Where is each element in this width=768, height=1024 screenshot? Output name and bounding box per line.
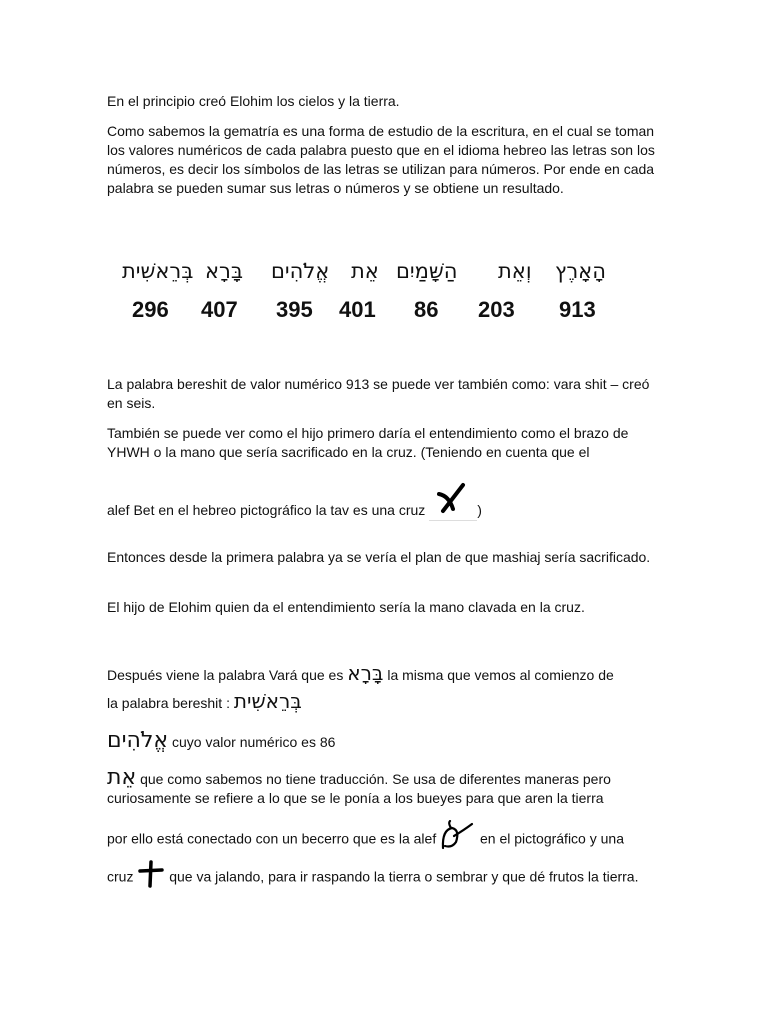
- et-text: que como sabemos no tiene traducción. Se usa de diferentes maneras pero curiosamente se refiere a lo que se le ponía a los bueyes para que aren la tierra: [107, 771, 611, 806]
- vara-text-1: Después viene la palabra Vará que es: [107, 667, 344, 683]
- alef-text-2: en el pictográfico y una: [480, 830, 624, 847]
- cruz-label: cruz: [107, 868, 134, 885]
- paragraph-intro: En el principio creó Elohim los cielos y la tierra.: [107, 93, 400, 109]
- alef-ox-head-icon: [440, 820, 476, 860]
- closing-paren: ): [477, 502, 482, 518]
- value-913: 913: [559, 297, 596, 322]
- value-407: 407: [201, 297, 238, 322]
- hebrew-word-veet: וְאֵת: [498, 259, 532, 283]
- hebrew-word-haaretz: הָאָרֶץ: [555, 259, 606, 283]
- paragraph-gematria: Como sabemos la gematría es una forma de estudio de la escritura, en el cual se toman los valores numéricos de cada palabra puesto que en el idioma hebreo las letras son los números, es decir los símbolos de las letras se utilizan para números. Por ende en cada palabra se pueden sumar sus letras o números y se obtiene un resultado.: [107, 123, 655, 196]
- paragraph-hijo-primero: También se puede ver como el hijo primero daría el entendimiento como el brazo de YHWH o la mano que sería sacrificado en la cruz. (Teniendo en cuenta que el: [107, 425, 629, 460]
- vara-text-3: la palabra bereshit :: [107, 695, 230, 711]
- paragraph-tav-line: [107, 486, 655, 521]
- hebrew-et-inline: אֵת: [107, 765, 137, 790]
- hebrew-word-et: אֵת: [351, 259, 379, 283]
- hebrew-elohim-inline: אֱלֹהִים: [107, 728, 169, 753]
- paragraph-mano-clavada: El hijo de Elohim quien da el entendimiento sería la mano clavada en la cruz.: [107, 599, 585, 615]
- plus-cross-icon: [137, 860, 165, 896]
- tav-sentence: alef Bet en el hebreo pictográfico la tav es una cruz: [107, 502, 426, 518]
- vara-text-2: la misma que vemos al comienzo de: [387, 667, 614, 683]
- hebrew-word-bereshit: בְּרֵאשִׁית: [122, 259, 194, 283]
- hebrew-bereshit-inline: בְּרֵאשִׁית: [233, 689, 302, 713]
- value-395: 395: [276, 297, 313, 322]
- paragraph-vara-shit: La palabra bereshit de valor numérico 913 se puede ver también como: vara shit – creó en seis.: [107, 376, 650, 411]
- paragraph-alef: [107, 820, 655, 896]
- value-296: 296: [132, 297, 169, 322]
- value-401: 401: [339, 297, 376, 322]
- value-203: 203: [478, 297, 515, 322]
- hebrew-word-bara: בָּרָא: [205, 259, 244, 283]
- cruz-text: que va jalando, para ir raspando la tierra o sembrar y que dé frutos la tierra.: [169, 868, 639, 885]
- paragraph-et: [107, 765, 655, 808]
- hebrew-word-hashamayim: הַשָּׁמַיִם: [396, 259, 458, 283]
- elohim-text: cuyo valor numérico es 86: [172, 734, 336, 750]
- hebrew-bara-inline: בָּרָא: [347, 661, 384, 685]
- tav-cross-icon: [429, 486, 477, 521]
- gematria-table: [118, 255, 608, 325]
- value-86: 86: [414, 297, 439, 322]
- paragraph-elohim: [107, 728, 655, 755]
- hebrew-word-elohim: אֱלֹהִים: [271, 259, 330, 283]
- paragraph-vara: [107, 660, 655, 716]
- alef-text-1: por ello está conectado con un becerro que es la alef: [107, 830, 437, 847]
- paragraph-mashiaj: Entonces desde la primera palabra ya se vería el plan de que mashiaj sería sacrificado.: [107, 549, 651, 565]
